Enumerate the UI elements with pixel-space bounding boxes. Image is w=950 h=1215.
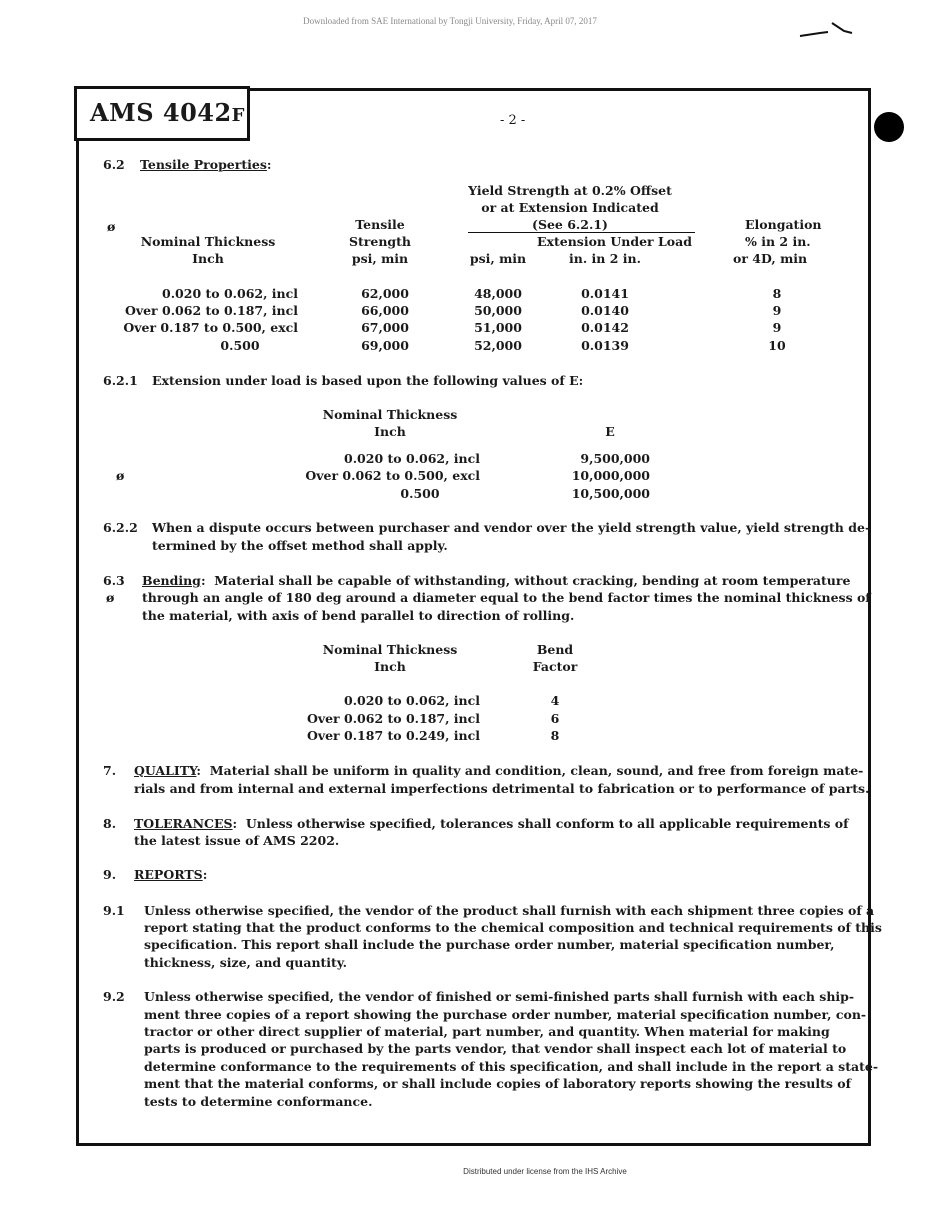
hdr-elongation: Elongation <box>745 217 822 232</box>
table-row-ext: 0.0140 <box>581 303 629 318</box>
table-row-e: 9,500,000 <box>580 451 650 466</box>
title-colon: : <box>196 763 202 778</box>
paragraph-line <box>134 815 848 833</box>
title-text: Bending <box>142 573 201 588</box>
title-text: QUALITY <box>134 763 197 778</box>
hdr-ext-units: in. in 2 in. <box>569 251 641 266</box>
section-number: 6.2.1 <box>103 373 138 388</box>
table-row-factor: 6 <box>550 711 560 726</box>
line-text: Unless otherwise specified, tolerances shall conform to all applicable requirements of <box>245 816 849 831</box>
hdr-yield-2: or at Extension Indicated <box>481 200 659 215</box>
table-row-thick: 0.020 to 0.062, incl <box>344 693 480 708</box>
hdr-elong-pct: % in 2 in. <box>745 234 811 249</box>
hdr-bend: Bend <box>536 642 574 657</box>
table-row-ext: 0.0141 <box>581 286 629 301</box>
table-row-elong: 10 <box>768 338 786 353</box>
hdr-factor: Factor <box>532 659 578 674</box>
paragraph-line: report stating that the product conforms to the chemical composition and technical requirements of this <box>144 920 882 935</box>
paragraph-line: tractor or other direct supplier of material, part number, and quantity. When material for making <box>144 1024 830 1039</box>
paragraph-line: thickness, size, and quantity. <box>144 955 348 970</box>
footer-notice: Distributed under license from the IHS Archive <box>463 1167 627 1176</box>
table-row-tensile: 69,000 <box>361 338 409 353</box>
hdr-thickness: Nominal Thickness <box>322 407 458 422</box>
table-row-ext: 0.0139 <box>581 338 629 353</box>
paragraph-line: determine conformance to the requirements of this specification, and shall include in the report a state- <box>144 1059 879 1074</box>
table-row-thick: 0.500 <box>400 486 440 501</box>
table-row-factor: 8 <box>550 728 560 743</box>
table-row-tensile: 62,000 <box>361 286 409 301</box>
paragraph-line: through an angle of 180 deg around a diameter equal to the bend factor times the nominal thickness of <box>142 590 871 605</box>
line-text: Material shall be capable of withstanding, without cracking, bending at room temperature <box>214 573 851 588</box>
change-mark: ø <box>107 219 116 234</box>
paragraph-line: specification. This report shall include the purchase order number, material specification number, <box>144 937 835 952</box>
table-row-elong: 9 <box>772 320 782 335</box>
table-row-thick: 0.020 to 0.062, incl <box>344 451 480 466</box>
paragraph-line: ment three copies of a report showing the purchase order number, material specification number, con- <box>144 1007 867 1022</box>
hdr-inch: Inch <box>374 424 406 439</box>
hdr-thickness: Nominal Thickness <box>322 642 458 657</box>
table-row-thick: Over 0.187 to 0.249, incl <box>306 728 480 743</box>
title-text: REPORTS <box>134 867 203 882</box>
paragraph-line: the latest issue of AMS 2202. <box>134 833 340 848</box>
hdr-inch: Inch <box>192 251 224 266</box>
change-mark: ø <box>116 468 125 483</box>
hdr-elong-4d: or 4D, min <box>733 251 808 266</box>
hdr-thickness: Nominal Thickness <box>140 234 276 249</box>
doc-id <box>90 98 245 127</box>
paragraph-line: parts is produced or purchased by the parts vendor, that vendor shall inspect each lot of material to <box>144 1041 847 1056</box>
change-mark: ø <box>106 590 115 605</box>
table-row-thick: 0.020 to 0.062, incl <box>162 286 298 301</box>
hdr-tensile-psi: psi, min <box>351 251 409 266</box>
paragraph-line <box>134 762 863 780</box>
doc-rev: F <box>231 105 245 126</box>
paragraph-line: ment that the material conforms, or shall include copies of laboratory reports showing the results of <box>144 1076 851 1091</box>
paragraph-line: termined by the offset method shall apply. <box>152 538 448 553</box>
hdr-extension: Extension Under Load <box>537 234 692 249</box>
section-number: 6.2.2 <box>103 520 138 535</box>
section-number: 8. <box>103 816 117 831</box>
title-colon: : <box>232 816 238 831</box>
paragraph-line <box>142 572 850 590</box>
paragraph-line: When a dispute occurs between purchaser and vendor over the yield strength value, yield strength de- <box>152 520 871 535</box>
hdr-e: E <box>605 424 615 439</box>
table-row-tensile: 66,000 <box>361 303 409 318</box>
table-row-tensile: 67,000 <box>361 320 409 335</box>
hdr-yield-psi: psi, min <box>469 251 527 266</box>
table-row-thick: Over 0.062 to 0.500, excl <box>305 468 480 483</box>
title-text: TOLERANCES <box>134 816 233 831</box>
section-title <box>140 156 272 174</box>
table-row-factor: 4 <box>550 693 560 708</box>
table-row-yield: 48,000 <box>474 286 522 301</box>
hdr-inch: Inch <box>374 659 406 674</box>
table-row-yield: 51,000 <box>474 320 522 335</box>
table-row-elong: 8 <box>772 286 782 301</box>
hdr-yield-3: (See 6.2.1) <box>532 217 608 232</box>
hdr-tensile: Tensile <box>355 217 405 232</box>
paragraph-line: rials and from internal and external imperfections detrimental to fabrication or to performance of parts. <box>134 781 870 796</box>
pen-mark-icon <box>798 20 858 42</box>
title-colon: : <box>202 867 208 882</box>
section-number: 7. <box>103 763 117 778</box>
title-colon: : <box>266 157 272 172</box>
section-number: 9.1 <box>103 903 125 918</box>
table-row-e: 10,000,000 <box>571 468 650 483</box>
doc-id-number: AMS 4042 <box>90 98 232 127</box>
paragraph-line: Unless otherwise specified, the vendor of the product shall furnish with each shipment three copies of a <box>144 903 875 918</box>
section-number: 6.2 <box>103 157 125 172</box>
paragraph: Extension under load is based upon the following values of E: <box>152 373 584 388</box>
table-row-thick: Over 0.062 to 0.187, incl <box>124 303 298 318</box>
page-number: - 2 - <box>500 113 526 128</box>
section-number: 6.3 <box>103 573 125 588</box>
title-text: Tensile Properties <box>140 157 267 172</box>
section-number: 9.2 <box>103 989 125 1004</box>
section-title <box>134 866 207 884</box>
hdr-strength: Strength <box>348 234 412 249</box>
paragraph-line: the material, with axis of bend parallel to direction of rolling. <box>142 608 575 623</box>
paragraph-line: Unless otherwise specified, the vendor of finished or semi-finished parts shall furnish with each ship- <box>144 989 855 1004</box>
section-number: 9. <box>103 867 117 882</box>
table-row-ext: 0.0142 <box>581 320 629 335</box>
table-row-thick: 0.500 <box>220 338 260 353</box>
table-row-yield: 52,000 <box>474 338 522 353</box>
table-row-thick: Over 0.187 to 0.500, excl <box>123 320 298 335</box>
binder-hole-dot <box>874 112 904 142</box>
table-row-thick: Over 0.062 to 0.187, incl <box>306 711 480 726</box>
download-notice: Downloaded from SAE International by Tongji University, Friday, April 07, 2017 <box>303 16 597 26</box>
hdr-yield-1: Yield Strength at 0.2% Offset <box>468 183 672 198</box>
table-row-elong: 9 <box>772 303 782 318</box>
paragraph-line: tests to determine conformance. <box>144 1094 373 1109</box>
table-row-yield: 50,000 <box>474 303 522 318</box>
title-colon: : <box>200 573 206 588</box>
table-row-e: 10,500,000 <box>571 486 650 501</box>
line-text: Material shall be uniform in quality and condition, clean, sound, and free from foreign mate- <box>209 763 864 778</box>
